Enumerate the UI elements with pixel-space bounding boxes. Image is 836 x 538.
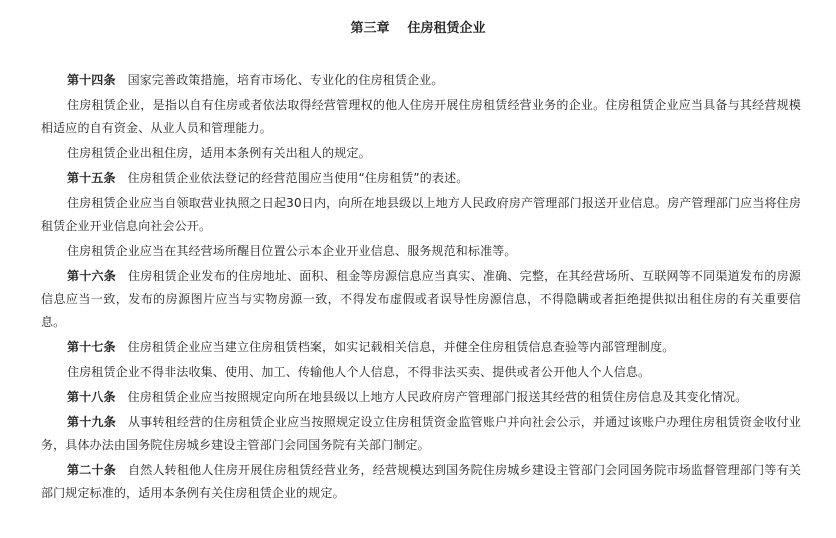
article-number: 第十九条 <box>67 415 116 429</box>
paragraph-text: 住房租赁企业不得非法收集、使用、加工、传输他人个人信息，不得非法买卖、提供或者公开他人个人信息。 <box>67 365 651 379</box>
paragraph-2 <box>41 94 801 140</box>
paragraph-4 <box>41 167 801 190</box>
paragraph-6 <box>41 240 801 263</box>
paragraph-text: 住房租赁企业应当按照规定向所在地县级以上地方人民政府房产管理部门报送其经营的租赁住房信息及其变化情况。 <box>127 390 748 404</box>
paragraph-7 <box>41 265 801 334</box>
paragraph-text: 住房租赁企业应当在其经营场所醒目位置公示本企业开业信息、服务规范和标准等。 <box>67 244 517 258</box>
article-number: 第十六条 <box>67 269 116 283</box>
paragraph-text: 住房租赁企业，是指以自有住房或者依法取得经营管理权的他人住房开展住房租赁经营业务的企业。住房租赁企业应当具备与其经营规模相适应的自有资金、从业人员和管理能力。 <box>41 98 801 135</box>
document-body <box>41 69 801 507</box>
paragraph-text: 住房租赁企业发布的住房地址、面积、租金等房源信息应当真实、准确、完整，在其经营场所、互联网等不同渠道发布的房源信息应当一致，发布的房源图片应当与实物房源一致，不得发布虚假或者误导性房源信息，不得隐瞒或者拒绝提供拟出租住房的有关重要信息。 <box>41 269 801 329</box>
paragraph-3 <box>41 142 801 165</box>
paragraph-text: 从事转租经营的住房租赁企业应当按照规定设立住房租赁资金监管账户并向社会公示，并通过该账户办理住房租赁资金收付业务，具体办法由国务院住房城乡建设主管部门会同国务院有关部门制定。 <box>41 415 801 452</box>
article-number: 第十八条 <box>67 390 116 404</box>
paragraph-text: 住房租赁企业应当建立住房租赁档案，如实记载相关信息，并健全住房租赁信息查验等内部管理制度。 <box>127 340 675 354</box>
paragraph-text: 住房租赁企业应当自领取营业执照之日起30日内，向所在地县级以上地方人民政府房产管理部门报送开业信息。房产管理部门应当将住房租赁企业开业信息向社会公开。 <box>41 196 801 233</box>
paragraph-11 <box>41 411 801 457</box>
paragraph-text: 住房租赁企业依法登记的经营范围应当使用“住房租赁”的表述。 <box>127 171 469 185</box>
paragraph-text: 国家完善政策措施，培育市场化、专业化的住房租赁企业。 <box>127 73 444 87</box>
paragraph-text: 住房租赁企业出租住房，适用本条例有关出租人的规定。 <box>67 146 371 160</box>
article-number: 第十四条 <box>67 73 116 87</box>
paragraph-1 <box>41 69 801 92</box>
paragraph-5 <box>41 192 801 238</box>
article-number: 第十七条 <box>67 340 116 354</box>
paragraph-10 <box>41 386 801 409</box>
paragraph-12 <box>41 459 801 505</box>
article-number: 第十五条 <box>67 171 116 185</box>
paragraph-text: 自然人转租他人住房开展住房租赁经营业务，经营规模达到国务院住房城乡建设主管部门会同国务院市场监督管理部门等有关部门规定标准的，适用本条例有关住房租赁企业的规定。 <box>41 463 801 500</box>
chapter-title: 第三章 住房租赁企业 <box>350 21 486 36</box>
paragraph-8 <box>41 336 801 359</box>
article-number: 第二十条 <box>67 463 116 477</box>
paragraph-9 <box>41 361 801 384</box>
